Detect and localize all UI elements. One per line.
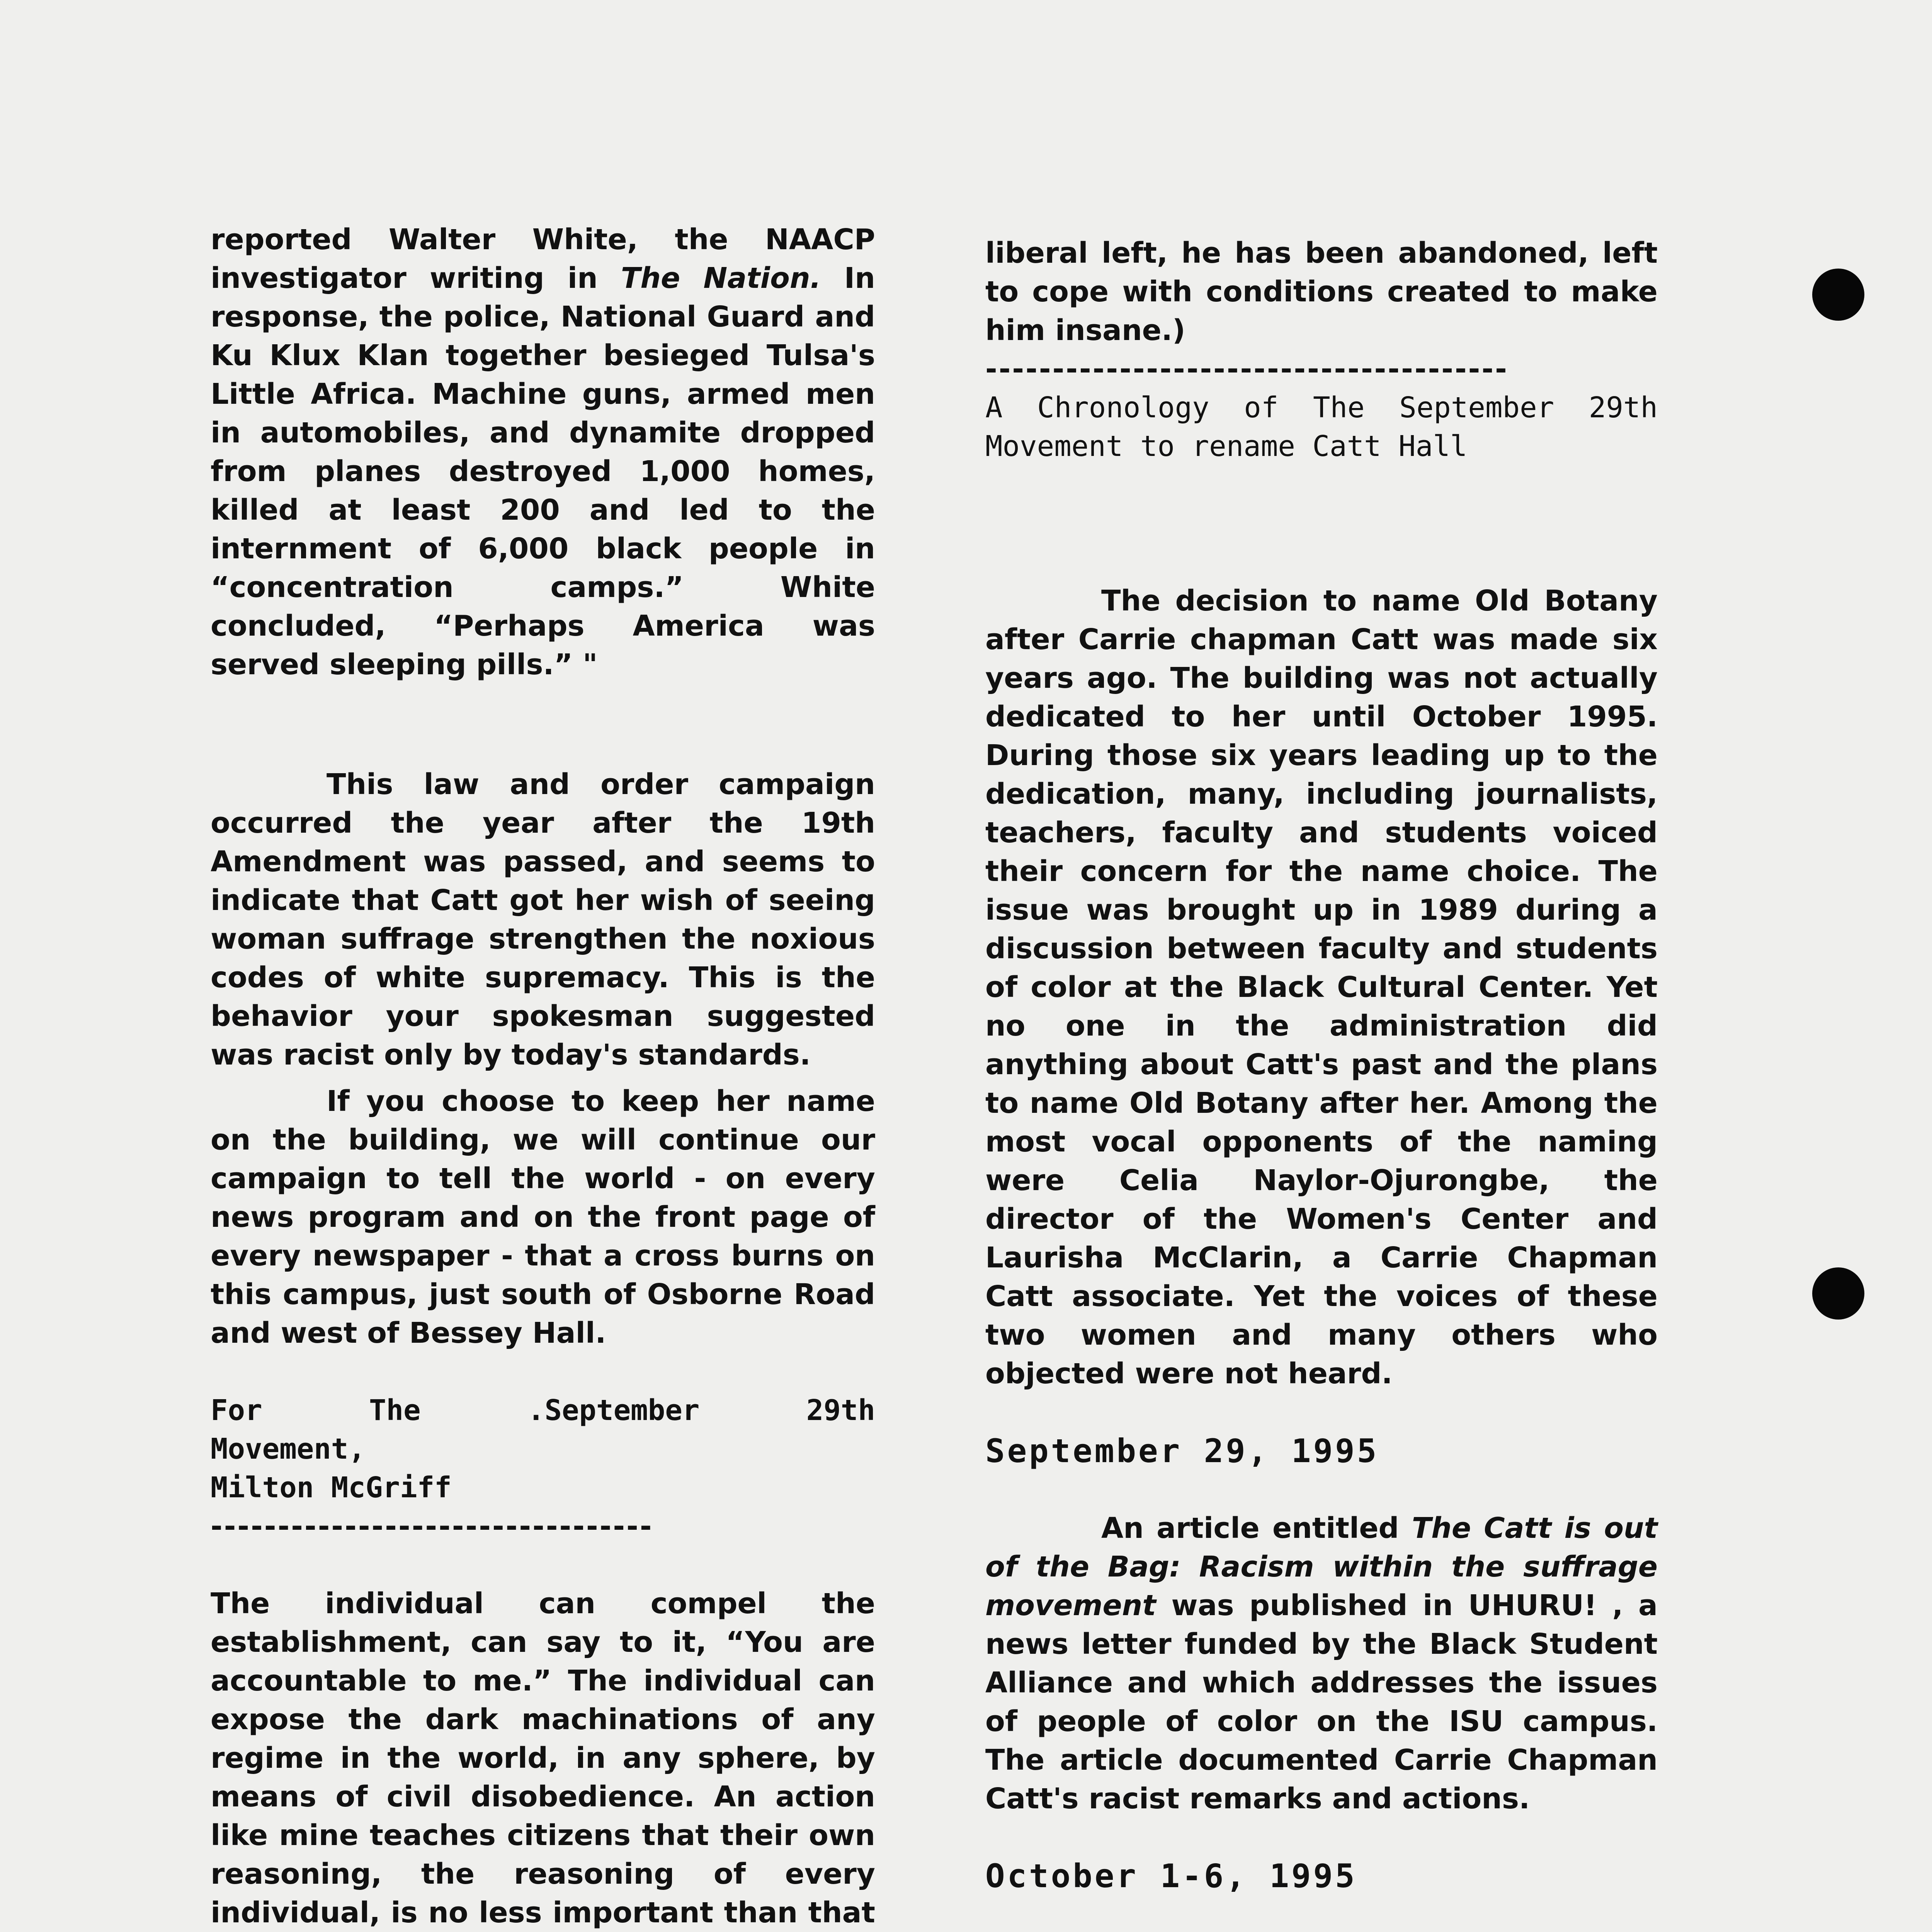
paragraph-decision-to-name: The decision to name Old Botany after Carrie chapman Catt was made six years ago. The building was not actually dedicated to her until October 1995. During those six years leading up to the dedication, many, including journalists, teachers, faculty and students voiced their concern for the name choice. The issue was brought up in 1989 during a discussion between faculty and students of color at the Black Cultural Center. Yet no one in the administration did anything about Catt's past and the plans to name Old Botany after her. Among the most vocal opponents of the naming were Celia Naylor-Ojurongbe, the director of the Women's Center and Laurisha McClarin, a Carrie Chapman Catt associate. Yet the voices of these two women and many others who objected were not heard. [985,584,1658,1390]
paragraph-walter-white: reported Walter White, the NAACP investigator writing in The Nation. In response, the police, National Guard and Ku Klux Klan together besieged Tulsa's Little Africa. Machine guns, armed men in automobiles, and dynamite dropped from planes destroyed 1,000 homes, killed at least 200 and led to the internment of 6,000 black people in “concentration camps.” White concluded, “Perhaps America was served sleeping pills.” " [211,223,875,681]
right-column [985,234,1658,1932]
signature-name: Milton McGriff [211,1471,452,1504]
heading-october-1-6: October 1-6, 1995 [985,1857,1357,1895]
signature-line-2: Movement, [211,1432,366,1466]
the-nation-title: The Nation. [621,262,821,295]
article-title: The Catt is out of the Bag: Racism within the suffrage movement [985,1512,1658,1622]
hole-punch-middle [1812,1267,1864,1320]
paragraph-law-and-order: This law and order campaign occurred the year after the 19th Amendment was passed, and seems to indicate that Catt got her wish of seeing woman suffrage strengthen the noxious codes of white supremacy. This is the behavior your spokesman suggested was racist only by today's standards. [211,768,875,1071]
heading-september-29: September 29, 1995 [985,1432,1379,1470]
paragraph-vanunu-quote: The individual can compel the establishment, can say to it, “You are accountable to me.” The individual can expose the dark machinations of any regime in the world, in any sphere, by means of civil disobedience. An action like mine teaches citizens that their own reasoning, the reasoning of every individual, is no less important than that [211,1587,875,1929]
chronology-title: A Chronology of The September 29th Movement to rename Catt Hall [985,391,1658,463]
paragraph-catt-article: An article entitled The Catt is out of the Bag: Racism within the suffrage movement was published in UHURU! , a news letter funded by the Black Student Alliance and which addresses the issues of people of color on the ISU campus. The article documented Carrie Chapman Catt's racist remarks and actions. [985,1512,1658,1815]
divider-rule: --------------------------------- [211,1510,653,1543]
hole-punch-top [1812,269,1864,321]
signature-block [211,1391,875,1546]
paragraph-keep-her-name: If you choose to keep her name on the building, we will continue our campaign to tell the world - on every news program and on the front page of every newspaper - that a cross burns on this campus, just south of Osborne Road and west of Bessey Hall. [211,1085,875,1350]
left-column [211,220,875,1932]
divider-rule: --------------------------------------- [985,352,1509,386]
paragraph-liberal-left: liberal left, he has been abandoned, left to cope with conditions created to make him insane.) [985,236,1658,347]
signature-line-1: For The .September 29th [211,1394,875,1427]
